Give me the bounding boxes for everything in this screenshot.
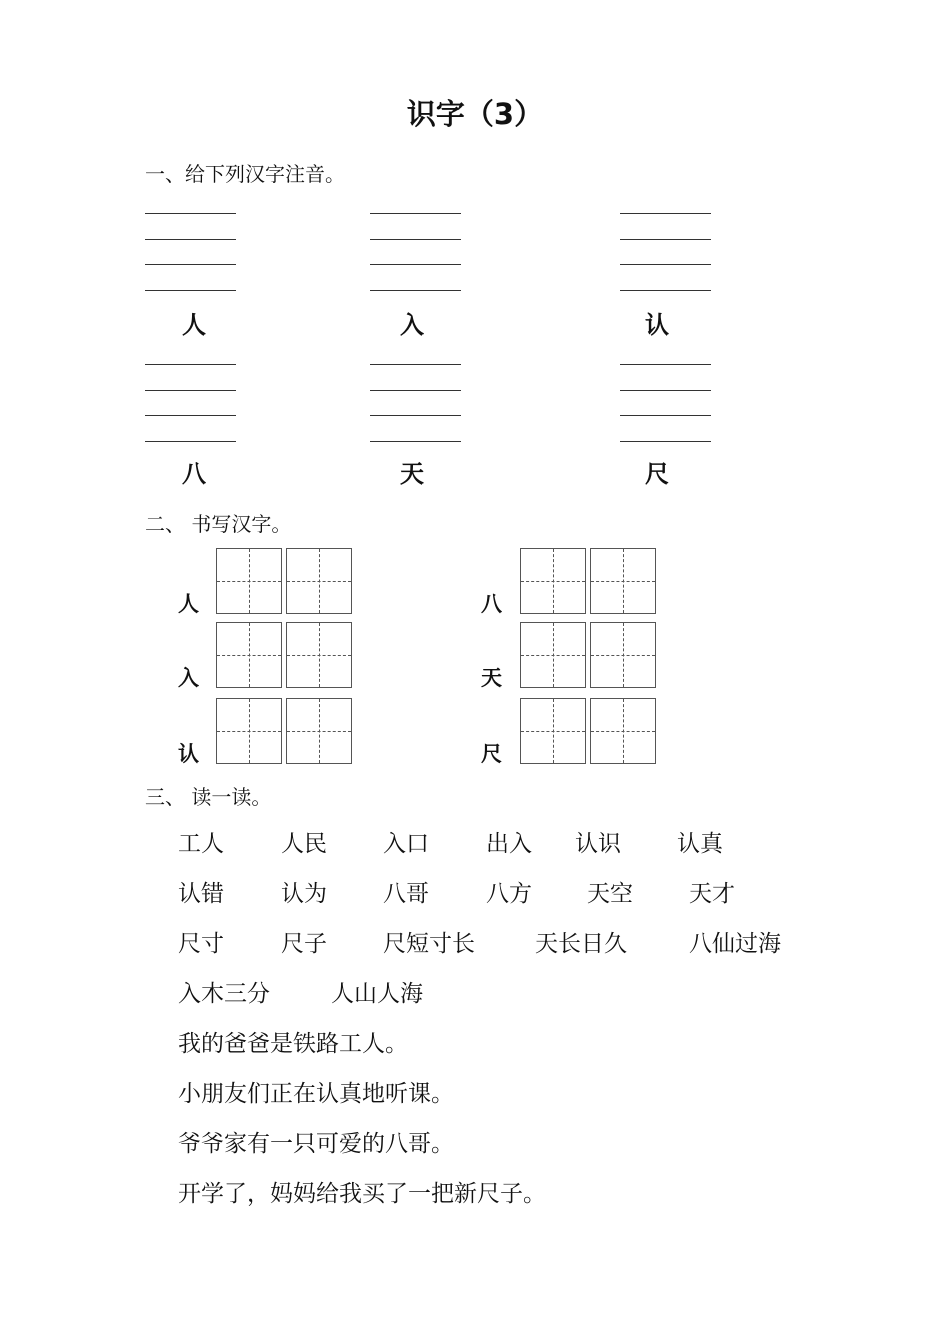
grid-char-label: 尺 bbox=[481, 742, 502, 766]
pinyin-target-char: 认 bbox=[645, 311, 669, 339]
section1-heading: 一、给下列汉字注音。 bbox=[145, 162, 345, 186]
tianzige-cell[interactable] bbox=[520, 698, 586, 764]
reading-word: 天长日久 bbox=[535, 931, 627, 957]
reading-word: 尺子 bbox=[281, 931, 327, 957]
page-title: 识字（3） bbox=[406, 97, 544, 131]
reading-word: 尺短寸长 bbox=[383, 931, 475, 957]
grid-char-label: 天 bbox=[481, 666, 502, 690]
grid-char-label: 八 bbox=[481, 592, 502, 616]
reading-word: 天才 bbox=[689, 881, 735, 907]
reading-word: 天空 bbox=[587, 881, 633, 907]
pinyin-line bbox=[145, 213, 236, 214]
grid-char-label: 入 bbox=[178, 666, 199, 690]
reading-word: 认真 bbox=[677, 831, 723, 857]
pinyin-lines[interactable] bbox=[620, 364, 711, 466]
pinyin-line bbox=[620, 239, 711, 240]
pinyin-line bbox=[370, 264, 461, 265]
cell-guide-horizontal bbox=[287, 731, 351, 732]
pinyin-line bbox=[145, 264, 236, 265]
pinyin-line bbox=[620, 364, 711, 365]
pinyin-lines[interactable] bbox=[620, 213, 711, 315]
reading-sentence: 小朋友们正在认真地听课。 bbox=[178, 1081, 454, 1107]
reading-word: 尺寸 bbox=[178, 931, 224, 957]
grid-char-label: 认 bbox=[178, 742, 199, 766]
pinyin-line bbox=[145, 415, 236, 416]
pinyin-line bbox=[620, 264, 711, 265]
pinyin-lines[interactable] bbox=[145, 213, 236, 315]
tianzige-cell[interactable] bbox=[590, 548, 656, 614]
cell-guide-horizontal bbox=[591, 655, 655, 656]
pinyin-line bbox=[145, 441, 236, 442]
pinyin-line bbox=[370, 364, 461, 365]
pinyin-target-char: 八 bbox=[182, 460, 206, 488]
pinyin-target-char: 天 bbox=[400, 460, 424, 488]
tianzige-cell[interactable] bbox=[216, 698, 282, 764]
tianzige-cell[interactable] bbox=[520, 548, 586, 614]
reading-word: 八仙过海 bbox=[689, 931, 781, 957]
pinyin-line bbox=[620, 290, 711, 291]
reading-word: 出入 bbox=[486, 831, 532, 857]
cell-guide-horizontal bbox=[521, 581, 585, 582]
cell-guide-horizontal bbox=[287, 655, 351, 656]
pinyin-line bbox=[620, 213, 711, 214]
tianzige-cell[interactable] bbox=[286, 622, 352, 688]
pinyin-line bbox=[370, 441, 461, 442]
pinyin-line bbox=[370, 213, 461, 214]
cell-guide-horizontal bbox=[521, 655, 585, 656]
reading-word: 八哥 bbox=[383, 881, 429, 907]
tianzige-cell[interactable] bbox=[520, 622, 586, 688]
pinyin-line bbox=[145, 364, 236, 365]
reading-word: 认识 bbox=[575, 831, 621, 857]
cell-guide-horizontal bbox=[591, 731, 655, 732]
grid-char-label: 人 bbox=[178, 592, 199, 616]
pinyin-line bbox=[145, 390, 236, 391]
reading-sentence: 爷爷家有一只可爱的八哥。 bbox=[178, 1131, 454, 1157]
reading-word: 入口 bbox=[383, 831, 429, 857]
reading-word: 认为 bbox=[281, 881, 327, 907]
cell-guide-horizontal bbox=[217, 655, 281, 656]
pinyin-line bbox=[370, 290, 461, 291]
pinyin-line bbox=[620, 441, 711, 442]
tianzige-cell[interactable] bbox=[590, 698, 656, 764]
reading-word: 认错 bbox=[178, 881, 224, 907]
section2-heading: 二、 书写汉字。 bbox=[145, 512, 292, 536]
pinyin-line bbox=[370, 239, 461, 240]
reading-sentence: 开学了，妈妈给我买了一把新尺子。 bbox=[178, 1181, 546, 1207]
cell-guide-horizontal bbox=[217, 731, 281, 732]
pinyin-lines[interactable] bbox=[145, 364, 236, 466]
tianzige-cell[interactable] bbox=[590, 622, 656, 688]
pinyin-line bbox=[370, 415, 461, 416]
tianzige-cell[interactable] bbox=[216, 548, 282, 614]
pinyin-target-char: 尺 bbox=[645, 460, 669, 488]
cell-guide-horizontal bbox=[287, 581, 351, 582]
pinyin-lines[interactable] bbox=[370, 364, 461, 466]
cell-guide-horizontal bbox=[591, 581, 655, 582]
pinyin-line bbox=[620, 390, 711, 391]
cell-guide-horizontal bbox=[521, 731, 585, 732]
cell-guide-horizontal bbox=[217, 581, 281, 582]
pinyin-line bbox=[145, 239, 236, 240]
reading-sentence: 我的爸爸是铁路工人。 bbox=[178, 1031, 408, 1057]
pinyin-line bbox=[370, 390, 461, 391]
reading-word: 人民 bbox=[281, 831, 327, 857]
pinyin-target-char: 入 bbox=[400, 311, 424, 339]
reading-word: 工人 bbox=[178, 831, 224, 857]
tianzige-cell[interactable] bbox=[216, 622, 282, 688]
section3-heading: 三、 读一读。 bbox=[145, 785, 272, 809]
pinyin-line bbox=[620, 415, 711, 416]
pinyin-target-char: 人 bbox=[182, 311, 206, 339]
reading-word: 人山人海 bbox=[331, 981, 423, 1007]
reading-word: 八方 bbox=[486, 881, 532, 907]
pinyin-line bbox=[145, 290, 236, 291]
tianzige-cell[interactable] bbox=[286, 698, 352, 764]
pinyin-lines[interactable] bbox=[370, 213, 461, 315]
tianzige-cell[interactable] bbox=[286, 548, 352, 614]
reading-word: 入木三分 bbox=[178, 981, 270, 1007]
